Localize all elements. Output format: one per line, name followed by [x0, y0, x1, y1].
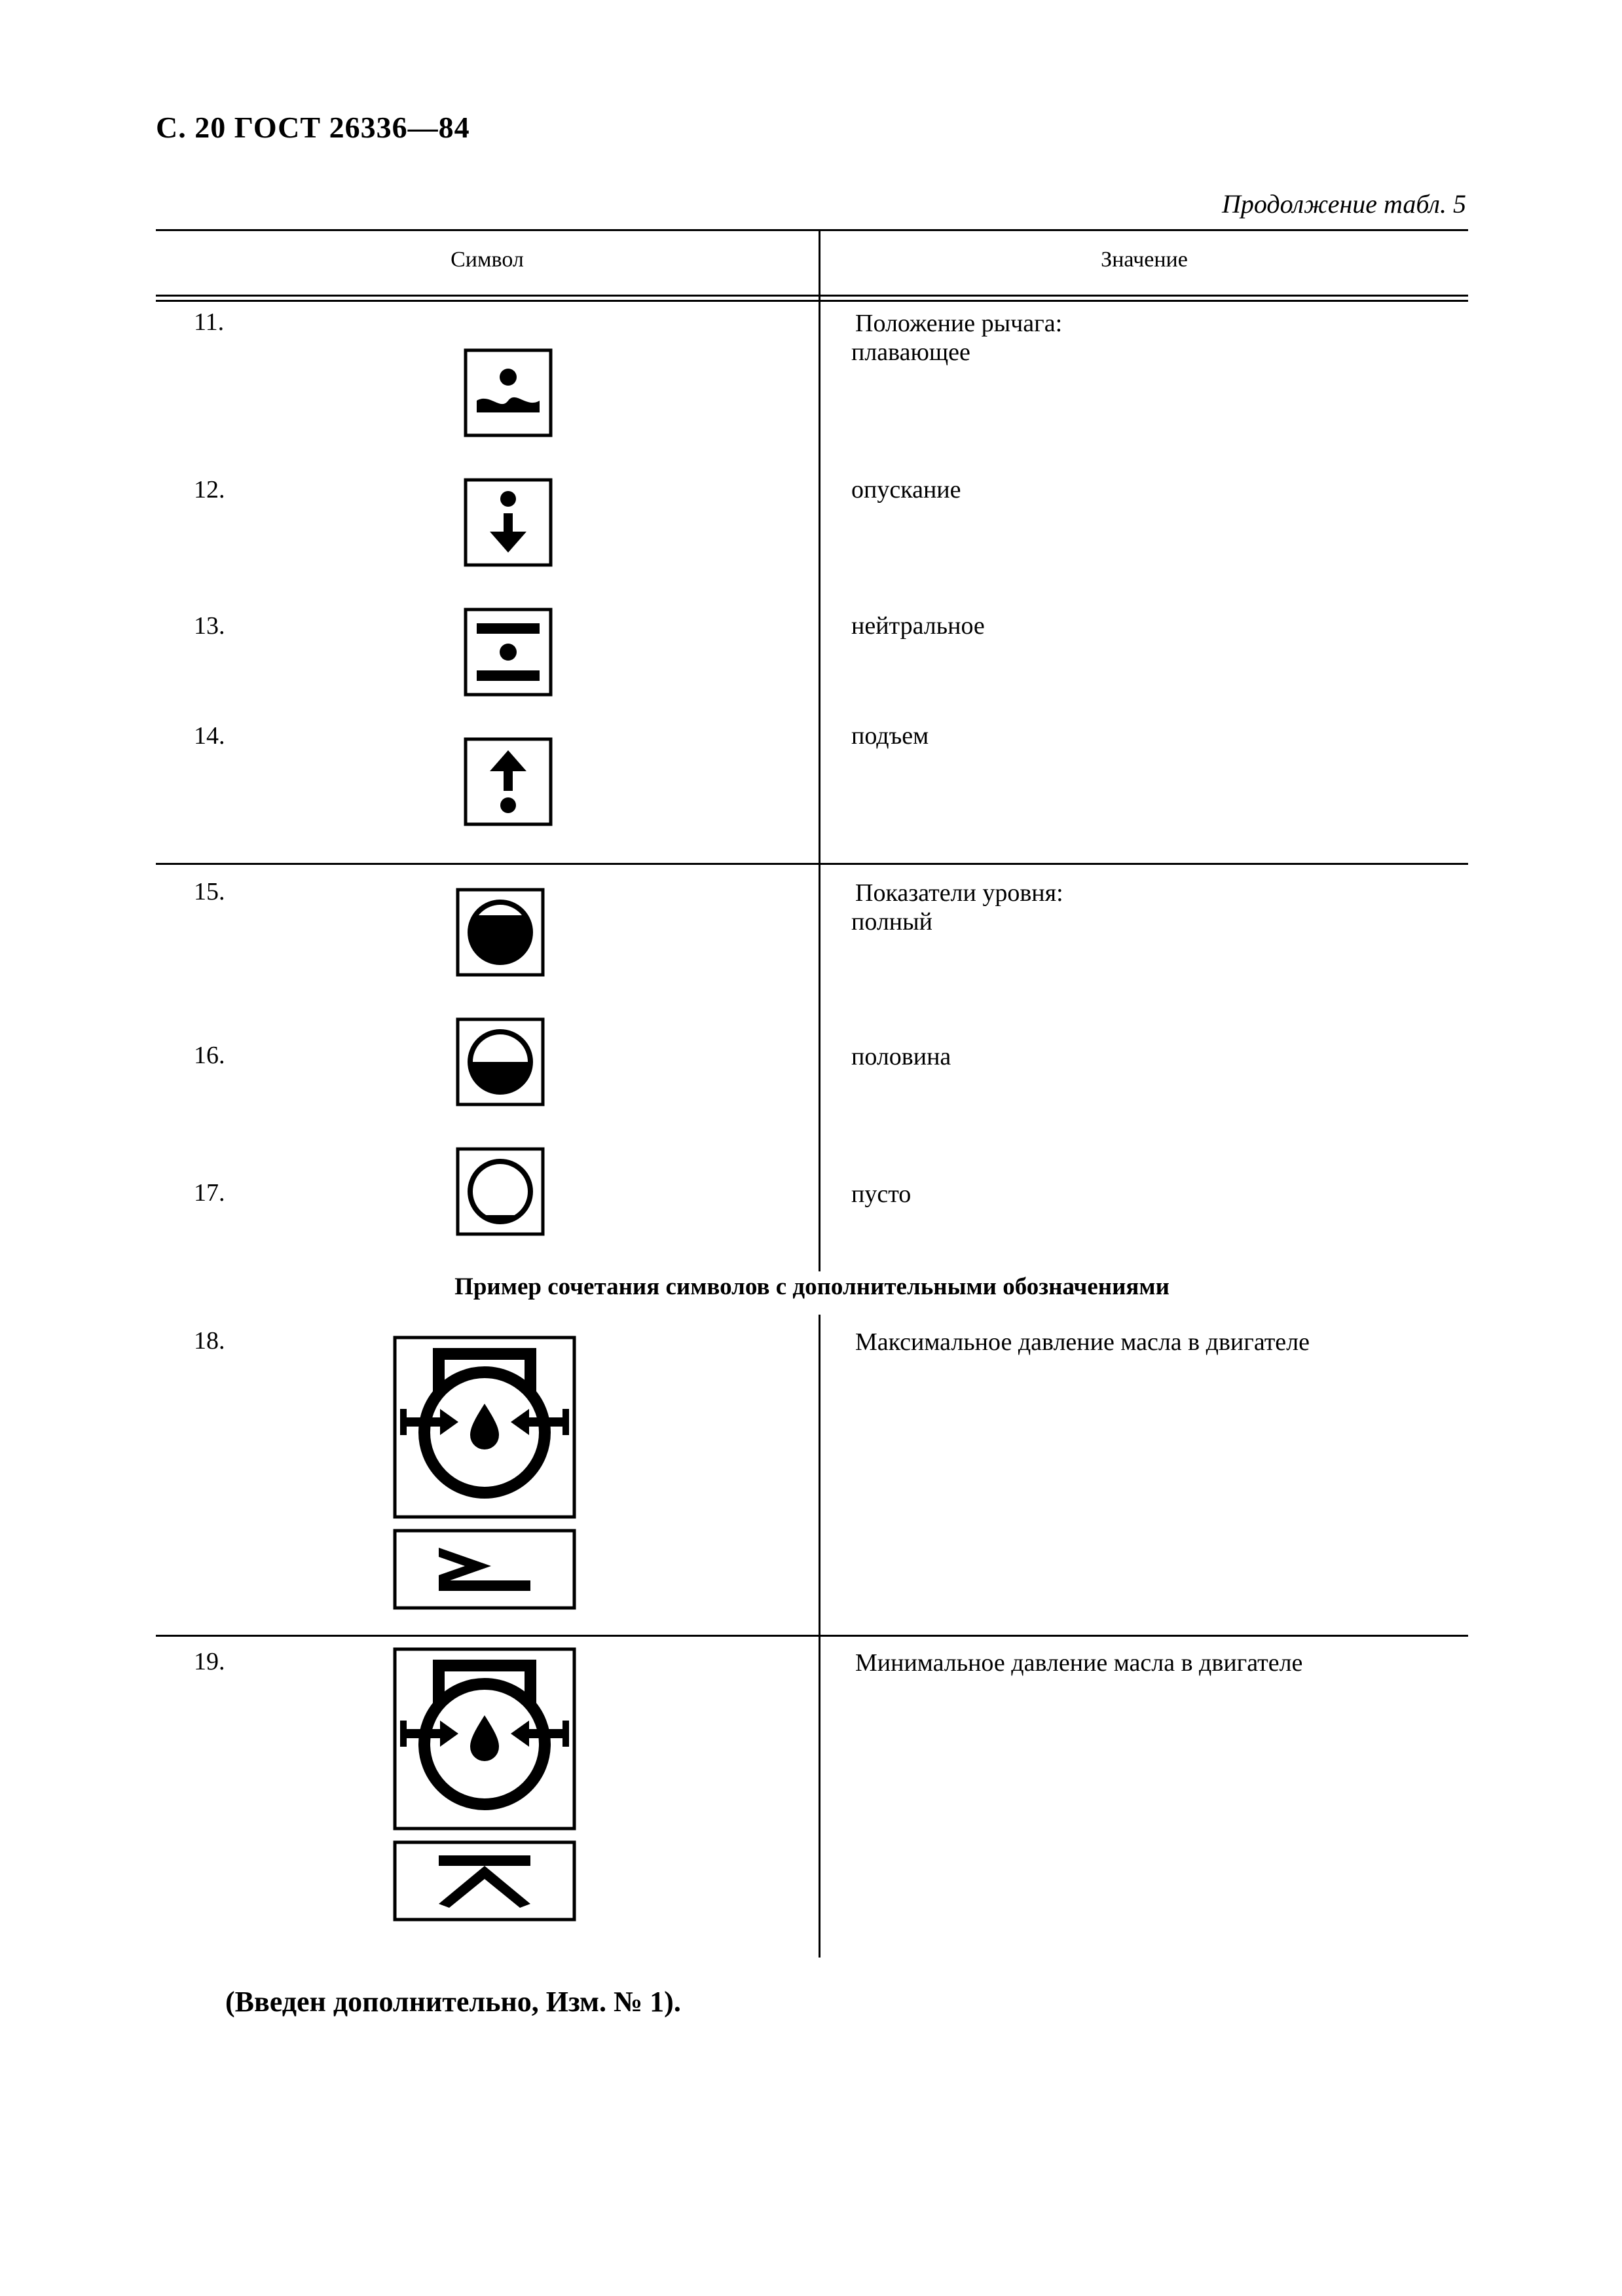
- row-number: 19.: [194, 1648, 225, 1675]
- table-top-rule: [156, 229, 1468, 231]
- meaning-heading: Показатели уровня:: [855, 879, 1063, 907]
- meaning-text: подъем: [851, 722, 929, 750]
- level-full-icon: [456, 888, 545, 977]
- row-number: 15.: [194, 878, 225, 905]
- example-heading: Пример сочетания символов с дополнительными обозначениями: [454, 1273, 1170, 1300]
- meaning-text: опускание: [851, 476, 961, 503]
- column-header-symbol: Символ: [451, 247, 524, 272]
- meaning-text: нейтральное: [851, 612, 985, 640]
- row-number: 18.: [194, 1327, 225, 1355]
- lever-raise-icon: [464, 737, 553, 826]
- lever-lower-icon: [464, 478, 553, 567]
- meaning-text: Минимальное давление масла в двигателе: [855, 1649, 1303, 1677]
- row-number: 11.: [194, 308, 225, 336]
- level-half-icon: [456, 1017, 545, 1106]
- meaning-heading: Положение рычага:: [855, 310, 1063, 337]
- page-header: С. 20 ГОСТ 26336—84: [156, 111, 470, 144]
- column-divider-upper: [819, 229, 820, 1271]
- meaning-text: плавающее: [851, 338, 970, 366]
- row-number: 12.: [194, 476, 225, 503]
- column-divider-lower: [819, 1315, 820, 1958]
- oil-pressure-min-icon: [393, 1647, 576, 1922]
- lever-neutral-icon: [464, 608, 553, 697]
- table-continuation-label: Продолжение табл. 5: [1221, 189, 1466, 219]
- meaning-text: полный: [851, 908, 933, 936]
- table-header-rule-1: [156, 295, 1468, 297]
- meaning-text: пусто: [851, 1180, 912, 1208]
- level-empty-icon: [456, 1147, 545, 1236]
- row-number: 14.: [194, 722, 225, 750]
- group-divider-1: [156, 863, 1468, 865]
- meaning-text: Максимальное давление масла в двигателе: [855, 1328, 1310, 1356]
- group-divider-2: [156, 1635, 1468, 1637]
- meaning-text: половина: [851, 1043, 951, 1070]
- oil-pressure-max-icon: [393, 1336, 576, 1611]
- row-number: 16.: [194, 1042, 225, 1069]
- column-header-meaning: Значение: [1101, 247, 1188, 272]
- table-header-rule-2: [156, 300, 1468, 302]
- lever-floating-icon: [464, 348, 553, 437]
- row-number: 13.: [194, 612, 225, 640]
- row-number: 17.: [194, 1179, 225, 1207]
- amendment-note: (Введен дополнительно, Изм. № 1).: [225, 1986, 681, 2018]
